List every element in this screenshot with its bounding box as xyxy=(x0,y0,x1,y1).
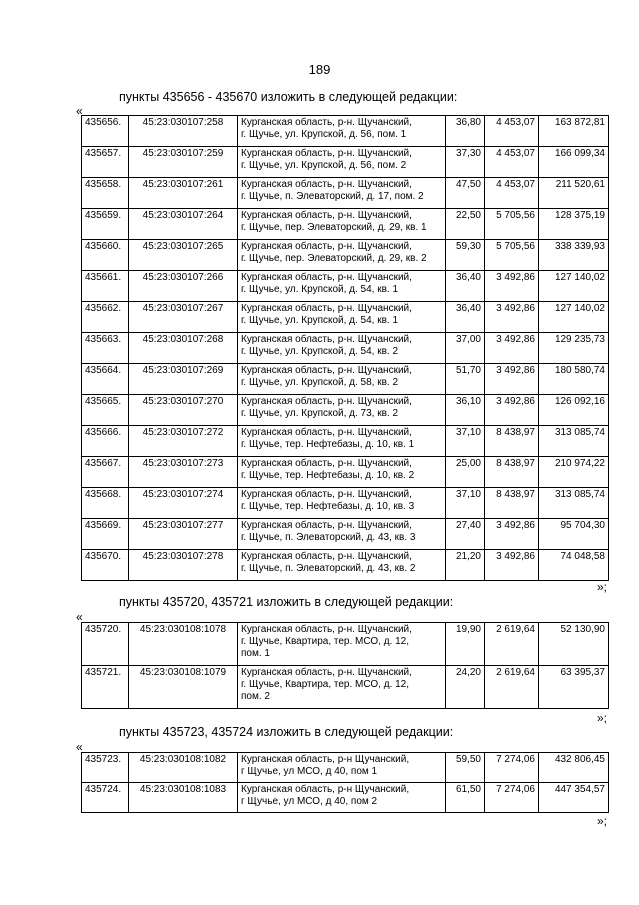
open-quote: « xyxy=(76,740,83,754)
area-value: 37,10 xyxy=(446,488,485,519)
total-value: 210 974,22 xyxy=(539,457,609,488)
address xyxy=(238,753,446,783)
total-value: 126 092,16 xyxy=(539,395,609,426)
rate-value: 3 492,86 xyxy=(485,519,539,550)
total-value: 127 140,02 xyxy=(539,271,609,302)
open-quote: « xyxy=(76,610,83,624)
address-line: г. Щучье, ул. Крупской, д. 73, кв. 2 xyxy=(241,408,399,419)
row-number: 435720. xyxy=(82,623,129,666)
area-value: 37,10 xyxy=(446,426,485,457)
table-row xyxy=(82,753,609,783)
area-value: 21,20 xyxy=(446,550,485,581)
address-line: г. Щучье, ул. Крупской, д. 54, кв. 2 xyxy=(241,346,399,357)
address-line: г. Щучье, тер. Нефтебазы, д. 10, кв. 1 xyxy=(241,439,415,450)
table-row xyxy=(82,333,609,364)
address-line: Курганская область, р-н. Щучанский, xyxy=(241,365,412,376)
address xyxy=(238,488,446,519)
cadastral-number: 45:23:030107:259 xyxy=(129,147,238,178)
cadastral-number: 45:23:030107:274 xyxy=(129,488,238,519)
cadastral-number: 45:23:030107:266 xyxy=(129,271,238,302)
cadastral-number: 45:23:030107:273 xyxy=(129,457,238,488)
area-value: 36,40 xyxy=(446,271,485,302)
address xyxy=(238,333,446,364)
address xyxy=(238,271,446,302)
address-line: Курганская область, р-н Щучанский, xyxy=(241,754,410,765)
address xyxy=(238,457,446,488)
address xyxy=(238,623,446,666)
row-number: 435656. xyxy=(82,116,129,147)
total-value: 211 520,61 xyxy=(539,178,609,209)
table-row xyxy=(82,623,609,666)
address-line: Курганская область, р-н. Щучанский, xyxy=(241,551,412,562)
area-value: 36,10 xyxy=(446,395,485,426)
cadastral-number: 45:23:030107:264 xyxy=(129,209,238,240)
section-heading: пункты 435720, 435721 изложить в следующей редакции: xyxy=(119,595,454,609)
address-line: Курганская область, р-н. Щучанский, xyxy=(241,117,412,128)
table-row xyxy=(82,147,609,178)
address xyxy=(238,395,446,426)
row-number: 435663. xyxy=(82,333,129,364)
address xyxy=(238,209,446,240)
rate-value: 4 453,07 xyxy=(485,116,539,147)
area-value: 61,50 xyxy=(446,783,485,813)
row-number: 435723. xyxy=(82,753,129,783)
total-value: 74 048,58 xyxy=(539,550,609,581)
area-value: 25,00 xyxy=(446,457,485,488)
address-line: г. Щучье, ул. Крупской, д. 58, кв. 2 xyxy=(241,377,399,388)
address-line: Курганская область, р-н. Щучанский, xyxy=(241,179,412,190)
cadastral-number: 45:23:030108:1078 xyxy=(129,623,238,666)
total-value: 63 395,37 xyxy=(539,666,609,709)
cadastral-number: 45:23:030108:1079 xyxy=(129,666,238,709)
address xyxy=(238,302,446,333)
table-row xyxy=(82,240,609,271)
address xyxy=(238,147,446,178)
row-number: 435667. xyxy=(82,457,129,488)
address-line: Курганская область, р-н. Щучанский, xyxy=(241,272,412,283)
area-value: 37,30 xyxy=(446,147,485,178)
close-quote: »; xyxy=(597,580,608,594)
rate-value: 3 492,86 xyxy=(485,333,539,364)
row-number: 435669. xyxy=(82,519,129,550)
cadastral-number: 45:23:030108:1082 xyxy=(129,753,238,783)
area-value: 22,50 xyxy=(446,209,485,240)
rate-value: 2 619,64 xyxy=(485,666,539,709)
total-value: 163 872,81 xyxy=(539,116,609,147)
table-row xyxy=(82,395,609,426)
address-line: г. Щучье, п. Элеваторский, д. 43, кв. 2 xyxy=(241,563,416,574)
address-line: Курганская область, р-н. Щучанский, xyxy=(241,458,412,469)
address-line: г. Щучье, ул. Крупской, д. 54, кв. 1 xyxy=(241,315,399,326)
address-line: г. Щучье, тер. Нефтебазы, д. 10, кв. 3 xyxy=(241,501,415,512)
total-value: 166 099,34 xyxy=(539,147,609,178)
area-value: 51,70 xyxy=(446,364,485,395)
address-line: Курганская область, р-н. Щучанский, xyxy=(241,427,412,438)
area-value: 27,40 xyxy=(446,519,485,550)
cadastral-number: 45:23:030107:277 xyxy=(129,519,238,550)
address-line: г. Щучье, ул. Крупской, д. 56, пом. 2 xyxy=(241,160,407,171)
cadastral-number: 45:23:030107:268 xyxy=(129,333,238,364)
address xyxy=(238,178,446,209)
table-row xyxy=(82,457,609,488)
address xyxy=(238,783,446,813)
rate-value: 3 492,86 xyxy=(485,395,539,426)
row-number: 435670. xyxy=(82,550,129,581)
address-line: Курганская область, р-н. Щучанский, xyxy=(241,303,412,314)
table-row xyxy=(82,666,609,709)
total-value: 447 354,57 xyxy=(539,783,609,813)
row-number: 435658. xyxy=(82,178,129,209)
table-row xyxy=(82,364,609,395)
address xyxy=(238,364,446,395)
table-row xyxy=(82,178,609,209)
address-line: Курганская область, р-н. Щучанский, xyxy=(241,396,412,407)
total-value: 129 235,73 xyxy=(539,333,609,364)
total-value: 432 806,45 xyxy=(539,753,609,783)
rate-value: 3 492,86 xyxy=(485,550,539,581)
table-row xyxy=(82,302,609,333)
cadastral-number: 45:23:030108:1083 xyxy=(129,783,238,813)
cadastral-number: 45:23:030107:258 xyxy=(129,116,238,147)
address-line: Курганская область, р-н Щучанский, xyxy=(241,784,410,795)
cadastral-number: 45:23:030107:270 xyxy=(129,395,238,426)
address-line: г Щучье, ул МСО, д 40, пом 2 xyxy=(241,796,378,807)
address-line: г. Щучье, ул. Крупской, д. 54, кв. 1 xyxy=(241,284,399,295)
rate-value: 8 438,97 xyxy=(485,488,539,519)
address-line: Курганская область, р-н. Щучанский, xyxy=(241,667,412,678)
area-value: 37,00 xyxy=(446,333,485,364)
total-value: 180 580,74 xyxy=(539,364,609,395)
address-line: Курганская область, р-н. Щучанский, xyxy=(241,210,412,221)
table-row xyxy=(82,519,609,550)
address xyxy=(238,426,446,457)
address-line: Курганская область, р-н. Щучанский, xyxy=(241,489,412,500)
table-row xyxy=(82,426,609,457)
area-value: 36,80 xyxy=(446,116,485,147)
address-line: г. Щучье, тер. Нефтебазы, д. 10, кв. 2 xyxy=(241,470,415,481)
section-heading: пункты 435723, 435724 изложить в следующей редакции: xyxy=(119,725,454,739)
total-value: 313 085,74 xyxy=(539,488,609,519)
address-line: г. Щучье, пер. Элеваторский, д. 29, кв. 1 xyxy=(241,222,427,233)
address-line: Курганская область, р-н. Щучанский, xyxy=(241,520,412,531)
rate-value: 3 492,86 xyxy=(485,364,539,395)
rate-value: 4 453,07 xyxy=(485,147,539,178)
area-value: 19,90 xyxy=(446,623,485,666)
total-value: 127 140,02 xyxy=(539,302,609,333)
address-line: Курганская область, р-н. Щучанский, xyxy=(241,148,412,159)
address-line: г. Щучье, Квартира, тер. МСО, д. 12, xyxy=(241,679,409,690)
rate-value: 8 438,97 xyxy=(485,457,539,488)
close-quote: »; xyxy=(597,814,608,828)
total-value: 95 704,30 xyxy=(539,519,609,550)
row-number: 435666. xyxy=(82,426,129,457)
rate-value: 7 274,06 xyxy=(485,783,539,813)
table-row xyxy=(82,271,609,302)
table-row xyxy=(82,550,609,581)
total-value: 313 085,74 xyxy=(539,426,609,457)
row-number: 435721. xyxy=(82,666,129,709)
rate-value: 5 705,56 xyxy=(485,209,539,240)
cadastral-number: 45:23:030107:278 xyxy=(129,550,238,581)
area-value: 59,30 xyxy=(446,240,485,271)
row-number: 435657. xyxy=(82,147,129,178)
table-row xyxy=(82,116,609,147)
cadastral-number: 45:23:030107:269 xyxy=(129,364,238,395)
address-line: г. Щучье, пер. Элеваторский, д. 29, кв. 2 xyxy=(241,253,427,264)
rate-value: 8 438,97 xyxy=(485,426,539,457)
rate-value: 5 705,56 xyxy=(485,240,539,271)
cadastral-number: 45:23:030107:265 xyxy=(129,240,238,271)
address xyxy=(238,550,446,581)
table-row xyxy=(82,209,609,240)
edits-table xyxy=(81,115,609,581)
rate-value: 4 453,07 xyxy=(485,178,539,209)
row-number: 435661. xyxy=(82,271,129,302)
address xyxy=(238,240,446,271)
table-row xyxy=(82,488,609,519)
edits-table xyxy=(81,752,609,813)
address-line: Курганская область, р-н. Щучанский, xyxy=(241,334,412,345)
area-value: 47,50 xyxy=(446,178,485,209)
section-heading: пункты 435656 - 435670 изложить в следующей редакции: xyxy=(119,90,458,104)
cadastral-number: 45:23:030107:267 xyxy=(129,302,238,333)
row-number: 435665. xyxy=(82,395,129,426)
address-line: Курганская область, р-н. Щучанский, xyxy=(241,241,412,252)
area-value: 36,40 xyxy=(446,302,485,333)
cadastral-number: 45:23:030107:272 xyxy=(129,426,238,457)
row-number: 435668. xyxy=(82,488,129,519)
address-line: Курганская область, р-н. Щучанский, xyxy=(241,624,412,635)
edits-table xyxy=(81,622,609,709)
total-value: 52 130,90 xyxy=(539,623,609,666)
area-value: 59,50 xyxy=(446,753,485,783)
address-line: г. Щучье, Квартира, тер. МСО, д. 12, xyxy=(241,636,409,647)
cadastral-number: 45:23:030107:261 xyxy=(129,178,238,209)
table-row xyxy=(82,783,609,813)
page-number: 189 xyxy=(308,62,331,77)
address xyxy=(238,116,446,147)
rate-value: 3 492,86 xyxy=(485,271,539,302)
address-line: г Щучье, ул МСО, д 40, пом 1 xyxy=(241,766,378,777)
address-line: г. Щучье, п. Элеваторский, д. 17, пом. 2 xyxy=(241,191,424,202)
address-line: пом. 1 xyxy=(241,648,270,659)
row-number: 435662. xyxy=(82,302,129,333)
rate-value: 3 492,86 xyxy=(485,302,539,333)
row-number: 435659. xyxy=(82,209,129,240)
total-value: 128 375,19 xyxy=(539,209,609,240)
total-value: 338 339,93 xyxy=(539,240,609,271)
address xyxy=(238,666,446,709)
address-line: г. Щучье, ул. Крупской, д. 56, пом. 1 xyxy=(241,129,407,140)
row-number: 435724. xyxy=(82,783,129,813)
open-quote: « xyxy=(76,104,83,118)
close-quote: »; xyxy=(597,711,608,725)
row-number: 435660. xyxy=(82,240,129,271)
address-line: г. Щучье, п. Элеваторский, д. 43, кв. 3 xyxy=(241,532,416,543)
area-value: 24,20 xyxy=(446,666,485,709)
rate-value: 2 619,64 xyxy=(485,623,539,666)
row-number: 435664. xyxy=(82,364,129,395)
address-line: пом. 2 xyxy=(241,691,270,702)
address xyxy=(238,519,446,550)
rate-value: 7 274,06 xyxy=(485,753,539,783)
